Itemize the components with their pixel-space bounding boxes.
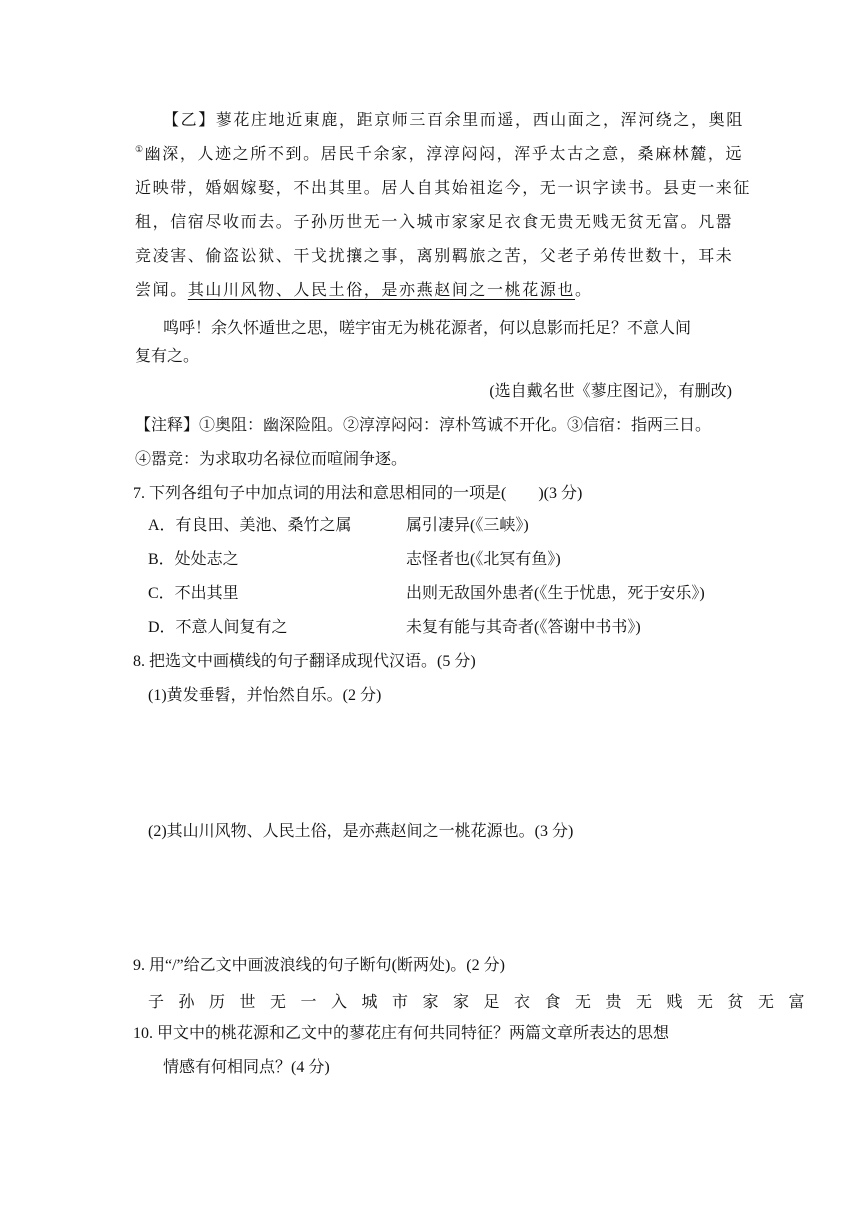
- q7-option-b-left: B．处处志之: [148, 551, 239, 568]
- q7-stem: 7. 下列各组句子中加点词的用法和意思相同的一项是( )(3 分): [133, 485, 583, 502]
- passage-para2-line-1: 鸣呼！余久怀遁世之思，嗟宇宙无为桃花源者，何以息影而托足？不意人间: [163, 318, 692, 337]
- q7-option-d-right: 未复有能与其奇者(《答谢中书书》): [406, 619, 641, 636]
- passage-line-2: ①幽深，人迹之所不到。居民千余家，淳淳闷闷，浑乎太古之意，桑麻林麓，远: [135, 144, 744, 163]
- q7-option-c-left: C．不出其里: [148, 585, 239, 602]
- footnote-marker-1: ①: [135, 145, 145, 155]
- passage-para2-line-2: 复有之。: [135, 346, 200, 365]
- passage-line-6: 尝闻。其山川风物、人民土俗，是亦燕赵间之一桃花源也。: [135, 280, 593, 299]
- q9-stem: 9. 用“/”给乙文中画波浪线的句子断句(断两处)。(2 分): [133, 957, 505, 974]
- q7-option-c-right: 出则无敌国外患者(《生于忧患，死于安乐》): [406, 585, 705, 602]
- q9-sentence: 子孙历世无一入城市家家足衣食无贵无贱无贫无富: [148, 992, 820, 1011]
- underlined-sentence: 其山川风物、人民土俗，是亦燕赵间之一桃花源也: [187, 280, 576, 299]
- q8-stem: 8. 把选文中画横线的句子翻译成现代汉语。(5 分): [133, 653, 476, 670]
- note-line-2: ④嚣竞：为求取功名禄位而喧闹争逐。: [135, 451, 408, 468]
- passage-line-5: 竞凌害、偷盗讼狱、干戈扰攘之事，离别羁旅之苦，父老子弟传世数十，耳未: [135, 246, 734, 265]
- passage-line-4: 租，信宿尽收而去。子孙历世无一入城市家家足衣食无贵无贱无贫无富。凡嚣: [135, 212, 734, 231]
- passage-line-3: 近映带，婚姻嫁娶，不出其里。居人自其始祖迄今，无一识字读书。县吏一来征: [135, 178, 752, 197]
- q8-sub-question-2: (2)其山川风物、人民土俗，是亦燕赵间之一桃花源也。(3 分): [148, 823, 574, 840]
- q7-option-a-left: A．有良田、美池、桑竹之属: [148, 517, 352, 534]
- q10-line-2: 情感有何相同点？(4 分): [163, 1059, 330, 1076]
- q7-option-a-right: 属引凄异(《三峡》): [406, 517, 529, 534]
- q7-option-b-right: 志怪者也(《北冥有鱼》): [406, 551, 561, 568]
- q8-sub-question-1: (1)黄发垂髫，并怡然自乐。(2 分): [148, 687, 382, 704]
- q7-option-d-left: D．不意人间复有之: [148, 619, 288, 636]
- source-citation: (选自戴名世《蓼庄图记》，有删改): [489, 383, 732, 400]
- note-line-1: 【注释】①奥阻：幽深险阻。②淳淳闷闷：淳朴笃诚不开化。③信宿：指两三日。: [135, 417, 712, 434]
- passage-line-1: 【乙】蓼花庄地近東鹿，距京师三百余里而遥，西山面之，浑河绕之，奥阻: [163, 110, 744, 129]
- q10-line-1: 10. 甲文中的桃花源和乙文中的蓼花庄有何共同特征？两篇文章所表达的思想: [133, 1025, 670, 1042]
